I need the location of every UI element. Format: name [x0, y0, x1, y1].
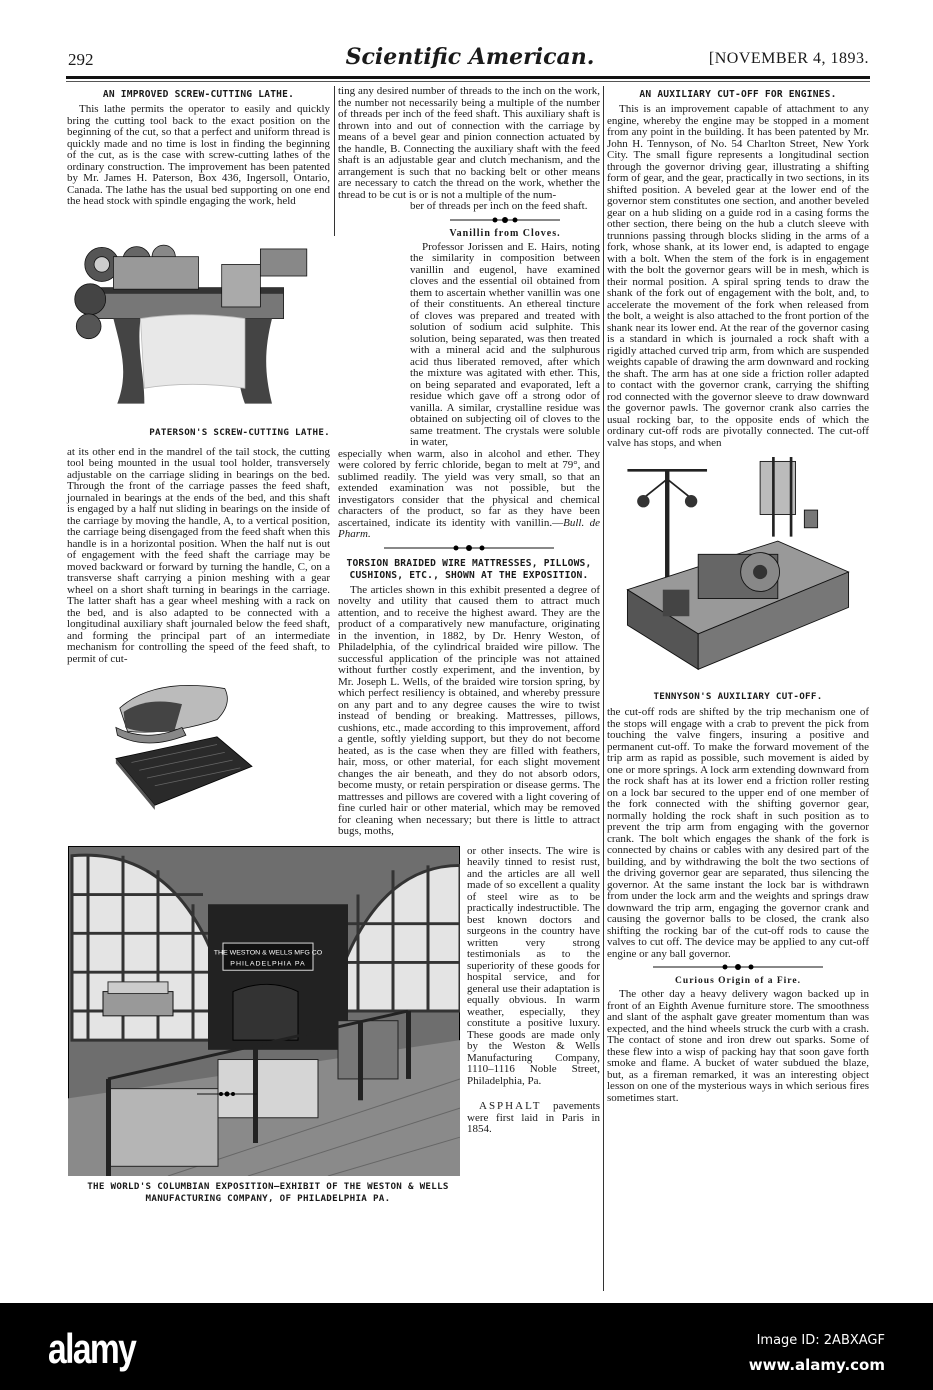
article-title-torsion: TORSION BRAIDED WIRE MATTRESSES, PILLOWS, CUSHIONS, ETC., SHOWN AT THE EXPOSITION.: [346, 557, 592, 581]
masthead: Scientific American.: [345, 44, 595, 70]
lathe-paragraph-3: ting any desired number of threads to the inch on the work, the number not necessarily being a multiple of the number of threads per inch of the feed shaft. This auxiliary shaft is thrown into and out of connection with the carriage by means of a bevel gear and pinion connection actuated by the handle, B. Connecting the auxiliary shaft with the feed shaft is an adjustable gear and clutch mechanism, and the arrangement is such that no backing belt or other means are necessary to catch the thread on the work, whether the thread to be cut is or is not a multiple of the num-: [338, 85, 600, 201]
exhibit-row: [213, 844, 600, 1176]
article-title-vanillin: Vanillin from Cloves.: [449, 227, 561, 239]
alamy-logo: alamy: [48, 1325, 136, 1372]
torsion-paragraph-2: or other insects. The wire is heavily tinned to resist rust, and the articles are all well made of so excellent a quality of steel wire as to be practically indestructible. The best known doctors and surgeons in the country have written very strong testimonials as to the superiority of these goods for hospital service, and for general use their adaptation is equally obvious. In warm weather, especially, they constitute a positive luxury. These goods are made only by the Weston & Wells Manufacturing Company, 1110–1116 Noble Street, Philadelphia, Pa.: [467, 844, 600, 1087]
header-rule: [66, 76, 870, 79]
exhibit-side-column: [467, 846, 600, 1136]
asphalt-text: pavements were first laid in Paris in 1854.: [467, 1100, 600, 1135]
section-separator: [467, 1090, 600, 1098]
mattress-display: [108, 1088, 218, 1166]
lathe-paragraph-4: ber of threads per inch on the feed shaft.: [410, 200, 588, 212]
page-number: 292: [68, 50, 94, 69]
header-rule-thin: [66, 81, 870, 82]
section-separator: [338, 544, 600, 552]
cutoff-paragraph-1: This is an improvement capable of attachment to any engine, whereby the engine may be stopped in a moment from any point in the building. It has been patented by Mr. John H. Tennyson, of No. 54 Charlton Street, New York City. The small figure represents a longitudinal section through the governor driving gear, illustrating a shifting form of gear, and the gear, practically in two sections, in its shifted position. A beveled gear at the lower end of the governor stem constitutes one section, and another beveled gear on a hub sliding on a guide rod in a casing forms the other section, there being on the hub a clutch sleeve with trunnions passing through blocks sliding in the arms of a fork, whose shank, at its lower end, is adapted to engage with a bolt. When the stem of the fork is in engagement with the bolt the governor gears will be in mesh, which is their normal position. A spiral spring tends to draw the shank of the fork out of engagement with the bolt, and, to accelerate the movement of the fork when released from the bolt, a weight is also attached to the front portion of the shank near its lower end. At the rear of the governor casing is a standard in which is journaled a rock shaft with a rigidly attached curved trip arm, from which are suspended weights capable of drawing the arm downward and rocking the shaft. The arm has at one side a friction roller adapted to contact with the governor crank, carrying the shifting rod connected with the governor sleeve to draw downward the governor pawls. The governor crank also carries the usual rocking bar, to the opposite ends of which the ordinary cut-off rods are pivotally connected. The cut-off valve has stops, and when: [607, 103, 869, 449]
article-title-cutoff: AN AUXILIARY CUT-OFF FOR ENGINES.: [639, 89, 837, 100]
image-id: Image ID: 2ABXAGF: [756, 1333, 885, 1348]
fire-paragraph: The other day a heavy delivery wagon backed up in front of an Eighth Avenue furniture store. The smoothness and slant of the asphalt gave greater momentum than was expected, and the hind wheels struck the curb with a crash. The contact of stone and iron drew out sparks. Some of these flew into a wisp of packing hay that soon gave forth smoke and flame. A bucket of water subdued the blaze, but, as a fireman remarked, it was an interesting object lesson on one of the mysterious ways in which serious fires sometimes start.: [607, 988, 869, 1104]
armchair: [233, 984, 298, 1040]
vanillin-paragraph-2: [338, 449, 600, 541]
watermark-banner: [0, 1303, 933, 1390]
column-rule: [603, 86, 604, 1291]
governor-icon: [627, 470, 707, 581]
lathe-carriage: [222, 264, 261, 307]
article-title-fire: Curious Origin of a Fire.: [675, 976, 801, 986]
mattress-icon: [116, 737, 252, 810]
asphalt-note: [467, 1101, 600, 1136]
article-title-lathe: AN IMPROVED SCREW-CUTTING LATHE.: [102, 89, 295, 100]
column-rule: [334, 86, 335, 236]
torsion-paragraph-1: The articles shown in this exhibit presented a degree of novelty and utility that caused them to attract much attention, and to receive the highest award. They are the product of a comparatively new manufacture, originating in the invention, in 1882, by Dr. Henry Weston, of Philadelphia, of the cylindrical braided wire pillow. The successful application of the principle was not attained without further costly experiment, and the invention, by Mr. Joseph L. Wells, of the braided wire torsion spring, by which perfect resiliency is obtained, and whereby pressure on any part and to any degree causes the wire to twist instead of bending or breaking. Mattresses, pillows, cushions, etc., made according to this improvement, afford a gentle, softly yielding support, but they do not become heated, as is the case when they are filled with feathers, hair, moss, or other material, for each slight movement changes the air beneath, and they do not absorb odors, become musty, or retain perspiration or disease germs. The mattresses and pillows are covered with a light covering of fine curled hair or other material, which may be removed for cleaning when necessary; but there is little to attract bugs, moths,: [338, 583, 600, 837]
pillow-and-mattress-illustration: [107, 673, 257, 813]
alamy-link[interactable]: www.alamy.com: [748, 1356, 885, 1374]
figure-caption-lathe: PATERSON'S SCREW-CUTTING LATHE.: [149, 426, 330, 438]
display-table: [103, 991, 173, 1015]
cutoff-illustration: [607, 457, 869, 687]
asphalt-lead: ASPHALT: [479, 1100, 542, 1112]
vanillin-citation: Bull. de Pharm.: [338, 516, 601, 540]
exhibit-sign-line-1: THE WESTON & WELLS MFG CO: [213, 949, 323, 957]
lathe-paragraph-2: at its other end in the mandrel of the tail stock, the cutting tool being mounted in the usual tool holder, transversely adjustable on the carriage sliding in bearings on the bed. Through the front of the carriage passes the feed shaft, journaled in bearings at the ends of the bed, and this shaft is engaged by a half nut sliding in bearings on the inside of the carriage by moving the handle, A, to a vertical position, the carriage being disengaged from the feed shaft when this handle is in a horizontal position. When the half nut is out of engagement with the feed shaft the carriage may be moved backward or forward by turning the handle, C, on a transverse shaft carrying a pinion meshing with a gear wheel on a short shaft turning in bearings in the carriage. The latter shaft has a gear wheel meshing with a rack on the bed, and is also adapted to be connected with a longitudinal auxiliary shaft journaled below the feed shaft, and forming the principal part of an intermediate mechanism for controlling the speed of the feed shaft, to permit of cut-: [67, 445, 330, 665]
vanillin-paragraph-2-text: especially when warm, also in alcohol and ether. They were colored by ferric chloride, began to melt at 79°, and sublimed readily. The yield was very small, so that an extended examination was not possible, but the investigators consider that the physical and chemical characters of the product, so far as they have been ascertained, indicate its identity with vanillin.—: [338, 447, 600, 529]
right-column: [607, 86, 869, 1104]
left-column: [67, 86, 330, 813]
exhibit-illustration: [68, 846, 460, 1176]
lathe-illustration: [67, 218, 330, 423]
lathe-leg: [113, 318, 144, 403]
figure-caption-exhibit: THE WORLD'S COLUMBIAN EXPOSITION—EXHIBIT OF THE WESTON & WELLS MANUFACTURING COMPANY, OF PHILADELPHIA PA.: [87, 1180, 449, 1204]
section-separator: [607, 963, 869, 971]
vanillin-paragraph-1: Professor Jorissen and E. Hairs, noting the similarity in composition between vanillin and eugenol, have examined cloves and the essential oil obtained from them to ascertain whether vanillin was one of their constituents. An ethereal tincture of cloves was prepared and treated with solution of sodium acid sulphite. This solution, being separated, was then treated with a mineral acid and the sulphurous acid thus liberated removed, after which the mixture was agitated with ether. This, on being separated and evaporated, left a residue which gave off a strong odor of vanilla. A similar, crystalline residue was obtained on subjecting oil of cloves to the same treatment. The crystals were soluble in water,: [410, 240, 600, 448]
cutoff-paragraph-2: the cut-off rods are shifted by the trip mechanism one of the stops will engage with a crab to prevent the pick from touching the valve fingers, insuring a positive and permanent cut-off. To make the forward movement of the trip arm as rapid as possible, such movement is aided by one or more springs. A lock arm extending downward from the rock shaft has at its lower end a friction roller resting on a lock bar secured to the upper end of one member of the fork connected with the shifting governor gear, normally holding the rock shaft in such position as to prevent the trip arm from engaging with the governor crank. The bolt which engages the shank of the fork is connected by chains or cables with any desired part of the building, and by withdrawing the bolt the two sections of the driving governor gear are separated, thus silencing the governor. At the same instant the lock bar is withdrawn from under the lock arm and the weights and springs draw downward the trip arm, engaging the governor crank and causing the governor balls to be closed, the crank also shifting the rocking bar of the cut-off rods to cause the valves to cut off. The device may be applied to any cut-off engine or any ball governor.: [607, 706, 869, 960]
pillow-icon: [116, 685, 227, 743]
figure-caption-cutoff: TENNYSON'S AUXILIARY CUT-OFF.: [653, 691, 823, 702]
exhibit-sign-line-2: PHILADELPHIA PA: [230, 959, 306, 967]
section-separator: [410, 216, 600, 224]
lathe-headstock: [113, 256, 198, 288]
lathe-paragraph-1: This lathe permits the operator to easily and quickly bring the cutting tool back to the exact position on the beginning of the cut, so that a perfect and uniform thread is quickly made and no time is lost in finding the beginning of the cut, as is the case with screw-cutting lathes of the ordinary construction. The improvement has been patented by Mr. James H. Paterson, Box 436, Ingersoll, Ontario, Canada. The lathe has the usual bed supporting on one end the head stock with spindle engaging the work, held: [67, 103, 330, 207]
issue-date: [NOVEMBER 4, 1893.: [708, 50, 869, 67]
